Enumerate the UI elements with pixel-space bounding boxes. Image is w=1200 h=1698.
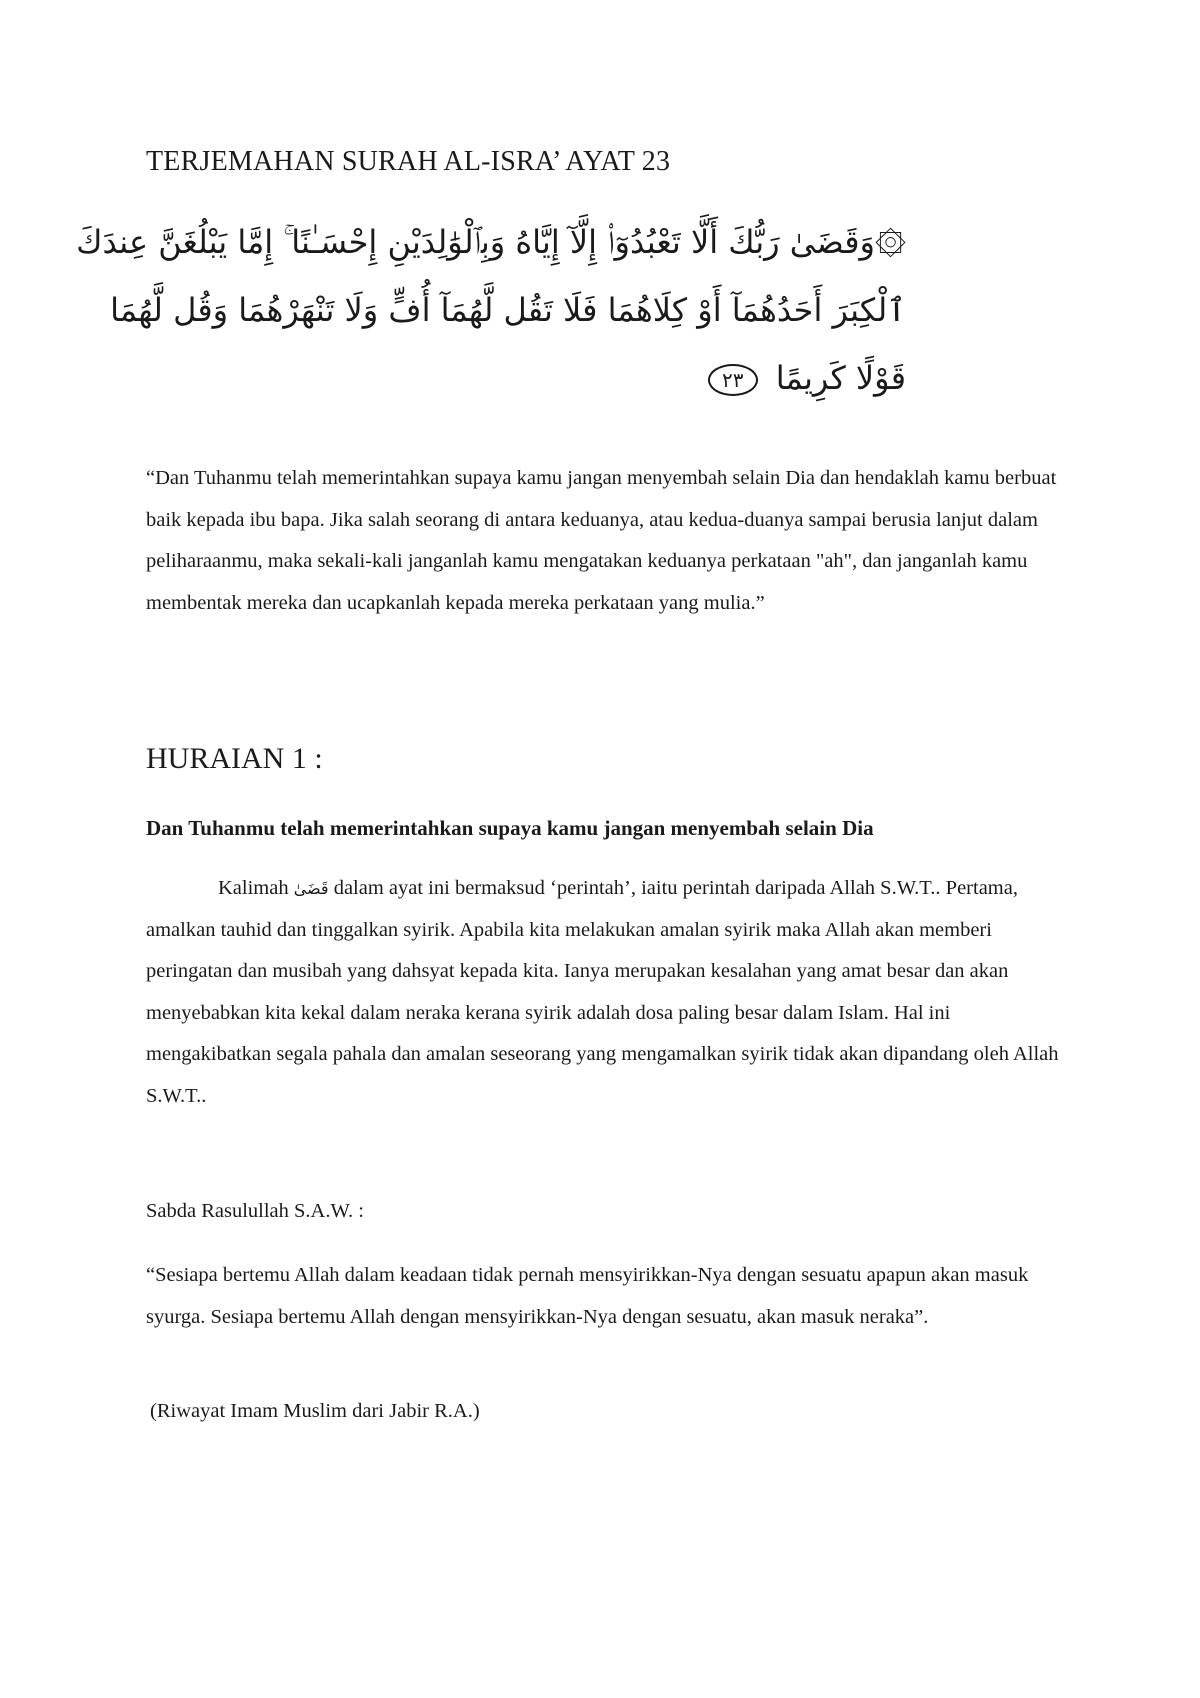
quran-verse-line-2: ٱلْكِبَرَ أَحَدُهُمَآ أَوْ كِلَاهُمَا فَلَا تَقُل لَّهُمَآ أُفٍّ وَلَا تَنْهَرْهُمَا وَقُل لَّهُمَا [110,291,906,329]
huraian-body-start: Kalimah [218,877,294,899]
huraian-body [146,868,1066,1117]
hadith-text: “Sesiapa bertemu Allah dalam keadaan tidak pernah mensyirikkan-Nya dengan sesuatu apapun akan masuk syurga. Sesiapa bertemu Allah dengan mensyirikkan-Nya dengan sesuatu, akan masuk neraka”. [146,1264,1029,1328]
huraian-heading: HURAIAN 1 : [146,742,323,775]
huraian-subheading: Dan Tuhanmu telah memerintahkan supaya kamu jangan menyembah selain Dia [146,816,874,840]
quran-verse-line-3-text: قَوْلًا كَرِيمًا [775,359,906,397]
quran-verse-line-3 [146,344,906,412]
verse-translation: “Dan Tuhanmu telah memerintahkan supaya kamu jangan menyembah selain Dia dan hendaklah kamu berbuat baik kepada ibu bapa. Jika salah seorang di antara keduanya, atau kedua-duanya sampai berusia lanjut dalam peliharaanmu, maka sekali-kali janganlah kamu mengatakan keduanya perkataan "ah", dan janganlah kamu membentak mereka dan ucapkanlah kepada mereka perkataan yang mulia.” [146,467,1057,614]
quran-verse [76,208,906,412]
ayah-number-mark: ٢٣ [708,364,757,396]
sabda-intro: Sabda Rasulullah S.A.W. : [146,1200,364,1222]
inline-arabic-word: قَضَىٰ [293,879,329,898]
document-title: TERJEMAHAN SURAH AL-ISRA’ AYAT 23 [146,146,671,177]
huraian-body-rest: dalam ayat ini bermaksud ‘perintah’, iaitu perintah daripada Allah S.W.T.. Pertama, amalkan tauhid dan tinggalkan syirik. Apabila kita melakukan amalan syirik maka Allah akan memberi peringatan dan musibah yang dahsyat kepada kita. Ianya merupakan kesalahan yang amat besar dan akan menyebabkan kita kekal dalam neraka kerana syirik adalah dosa paling besar dalam Islam. Hal ini mengakibatkan segala pahala dan amalan seseorang yang mengamalkan syirik tidak akan dipandang oleh Allah S.W.T.. [146,877,1059,1107]
hadith-source: (Riwayat Imam Muslim dari Jabir R.A.) [150,1400,480,1422]
quran-verse-line-1: ۞وَقَضَىٰ رَبُّكَ أَلَّا تَعْبُدُوٓا۟ إِلَّآ إِيَّاهُ وَبِٱلْوَٰلِدَيْنِ إِحْسَـٰنًا ۚ إِمَّا يَبْلُغَنَّ عِندَكَ [76,223,906,261]
